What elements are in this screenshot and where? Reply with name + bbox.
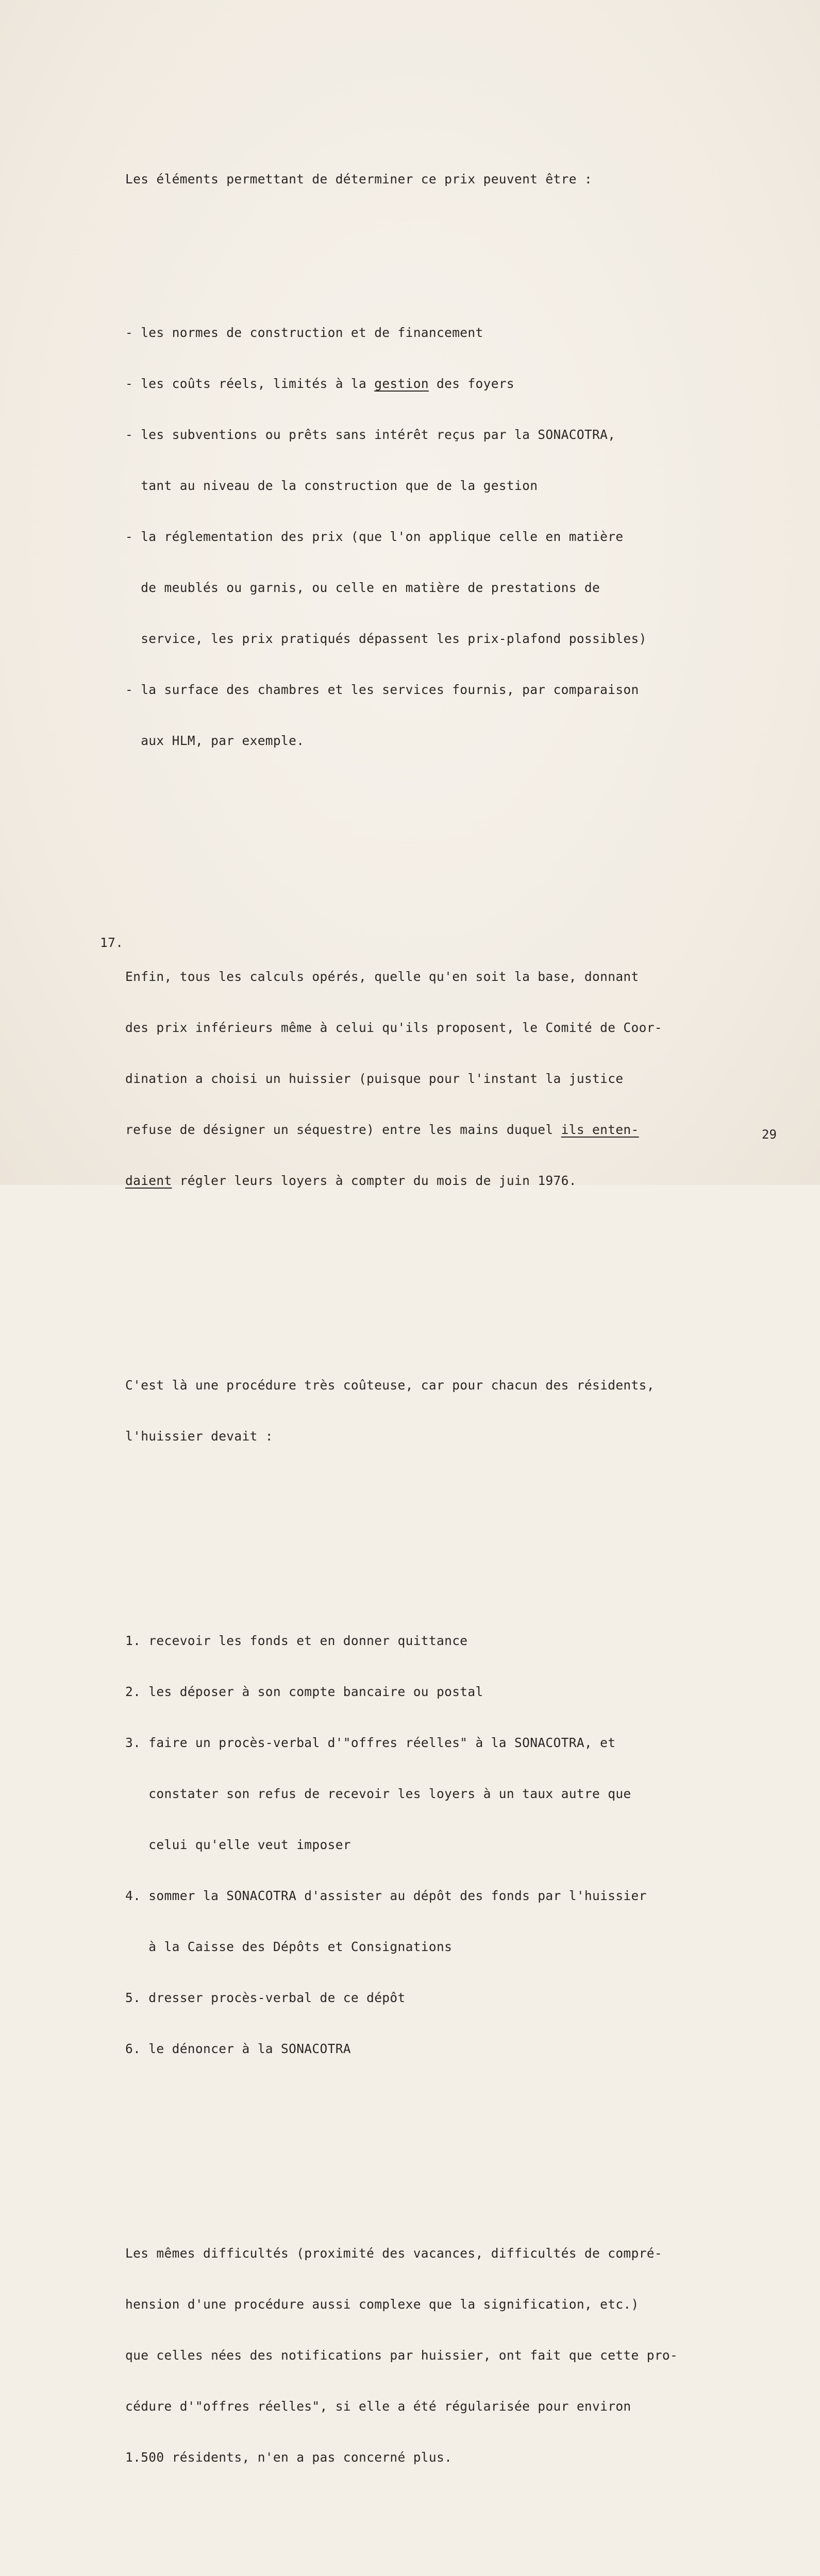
list-item: - les normes de construction et de financement <box>125 325 483 340</box>
step-item: 1. recevoir les fonds et en donner quittance <box>125 1633 468 1648</box>
criteria-list <box>125 290 733 783</box>
intro-line: Les éléments permettant de déterminer ce prix peuvent être : <box>125 172 593 187</box>
step-item-cont: à la Caisse des Dépôts et Consignations <box>125 1939 453 1954</box>
step-item: 5. dresser procès-verbal de ce dépôt <box>125 1990 406 2005</box>
list-item-cont: service, les prix pratiqués dépassent les prix-plafond possibles) <box>125 631 647 646</box>
step-item: 3. faire un procès-verbal d'"offres réelles" à la SONACOTRA, et <box>125 1735 616 1750</box>
paragraph-17-cost: C'est là une procédure très coûteuse, car pour chacun des résidents, l'huissier devait : <box>125 1378 655 1444</box>
list-item-cont: de meublés ou garnis, ou celle en matière de prestations de <box>125 580 600 595</box>
paragraph-number: 17. <box>100 935 124 950</box>
list-item-cont: tant au niveau de la construction que de la gestion <box>125 478 538 493</box>
step-item: 4. sommer la SONACOTRA d'assister au dépôt des fonds par l'huissier <box>125 1888 647 1903</box>
paragraph-17: 17. Enfin, tous les calculs opérés, quelle qu'en soit la base, donnant des prix inférieurs même à celui qu'ils proposent, le Comité de Coor- dination a choisi un huissier (puisque pour l'instant la justice refuse de désigner un séquestre) entre les mains duquel ils enten- daient régler leurs loyers à compter du mois de juin 1976. <box>100 935 662 1188</box>
paragraph-17-difficulties: Les mêmes difficultés (proximité des vacances, difficultés de compré- hension d'une procédure aussi complexe que la signification, etc.) que celles nées des notifications par huissier, ont fait que cette pro- cédure d'"offres réelles", si elle a été régularisée pour environ 1.500 résidents, n'en a pas concerné plus. <box>125 2246 678 2465</box>
list-item: - la réglementation des prix (que l'on applique celle en matière <box>125 529 624 544</box>
list-item: - les subventions ou prêts sans intérêt reçus par la SONACOTRA, <box>125 427 616 442</box>
list-item: - les coûts réels, limités à la gestion des foyers <box>125 376 515 391</box>
step-item-cont: constater son refus de recevoir les loyers à un taux autre que <box>125 1786 631 1801</box>
step-item: 2. les déposer à son compte bancaire ou postal <box>125 1684 483 1699</box>
list-item-cont: aux HLM, par exemple. <box>125 733 305 748</box>
step-item-cont: celui qu'elle veut imposer <box>125 1837 351 1852</box>
list-item: - la surface des chambres et les services fournis, par comparaison <box>125 682 639 697</box>
step-item: 6. le dénoncer à la SONACOTRA <box>125 2041 351 2056</box>
page-number: 29 <box>762 1127 777 1142</box>
steps-list <box>125 1598 733 2091</box>
document-body <box>100 120 733 2576</box>
